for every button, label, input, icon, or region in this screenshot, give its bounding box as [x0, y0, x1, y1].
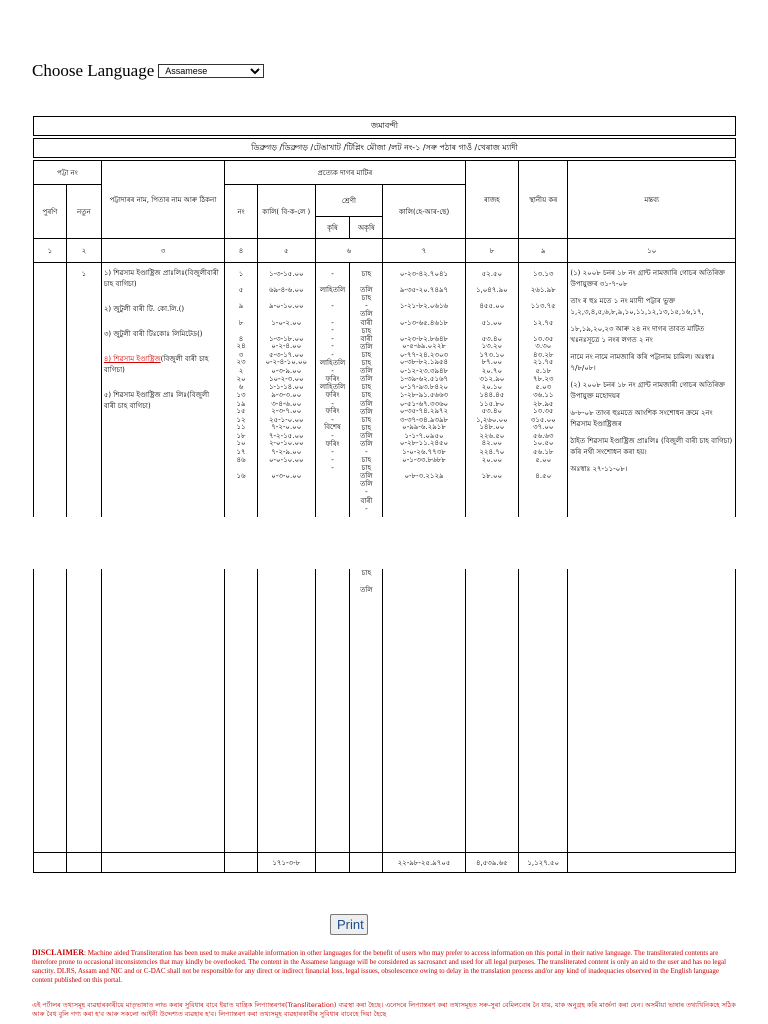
area-bkl-value: ২-৩-৭.০০: [271, 406, 302, 415]
local-tax-value: ৭৮.২৩: [533, 374, 554, 383]
disclaimer-text: : Machine aided Transliteration has been used to make available information in other languages for the benefit of users who may prefer to access information on this portal in their native language. The transliterated contents are therefore prone to occasional inconsistencies that may kindly be overlooked. The content in the Assamese language will be considered as sacrosanct and used for all legal purposes. The transliterated content is only an aid to the user and has no legal sanctity. DLRS, Assam and NIC and or C-DAC shall not be responsible for any direct or indirect financial loss, legal issues, obsolescence owing to delay in the translation process and/or any kind of inadequacies observed in the English language content published on this portal.: [32, 949, 727, 984]
agri-lower: [318, 322, 348, 464]
area-hare-value: ১-২৮-৯১.৫৬৬৩: [399, 390, 449, 399]
local-tax-value: ৩৬.১১: [533, 390, 554, 399]
agri-class: ফৰিং: [325, 390, 340, 399]
header-remarks: মন্তব্য: [568, 161, 736, 239]
area-hare-value: ০-১৭-৯৩.৮৪২০: [399, 383, 449, 392]
header-old: পুৰণি: [34, 185, 67, 239]
dag-number: ২৩: [236, 358, 246, 367]
area-bkl-value: ২৫-১-০.০০: [268, 415, 304, 424]
area-hare-value: ০-৫১-৬৭.৩৩৬০: [399, 399, 449, 408]
non-agri-class: বাৰী: [360, 334, 373, 343]
header-area-hare: কালি(হে-আৰ-ছে): [383, 185, 465, 239]
non-agri-class: চাহ: [361, 456, 372, 465]
non-agri-class: চাহ: [361, 391, 372, 400]
area-hare-value: ০-১-৩৩.৮৬৮৮: [402, 455, 446, 464]
local-tax-value: ৩১৫.০০: [530, 415, 556, 424]
totals-empty: [350, 853, 383, 873]
revenue-value: ৫৩.৪০: [481, 406, 503, 415]
owner-text: ৩) জুটুলী বাৰী টিঃকোঃ লিমিটেড(): [103, 330, 203, 338]
local-tax-value: ১১৩.৭৫: [530, 302, 556, 311]
dag-number: ৬: [238, 383, 244, 392]
area-bkl-value: ২-০-১০.০০: [268, 439, 304, 448]
revenue-value: ৪২.০০: [481, 439, 503, 448]
agri-class: -: [331, 302, 334, 311]
col-number: ৫: [258, 239, 316, 263]
revenue-value: ৫২.৫০: [481, 270, 503, 278]
totals-empty: [101, 853, 224, 873]
revenue-value: ২০.০০: [481, 455, 503, 464]
dag-number: ১৫: [236, 406, 246, 415]
non-agri-class: তলি: [360, 367, 373, 376]
dag-number: ১৬: [236, 471, 246, 480]
non-agri-class: তলি: [360, 480, 373, 489]
owner-entry: [104, 329, 222, 340]
local-tax-value: ১৩.১৩: [533, 270, 554, 278]
non-agri-class: চাহ: [361, 464, 372, 473]
agri-class: -: [331, 367, 334, 376]
non-agri-upper: [352, 264, 380, 505]
non-agri-class: চাহ: [361, 270, 372, 278]
non-agri-class: চাহ: [361, 569, 372, 578]
disclaimer-assamese: এই পৰ্টালৰ তথ্যসমূহ ব্যৱহাৰকাৰীয়ে মাতৃভাষাত লাভ কৰাৰ সুবিধাৰ বাবে ইয়াত যান্ত্ৰিক লিপ্যান্তৰণৰ(Transliteration) ব্যৱস্থা কৰা হৈছে। এনেদৰে লিপ্যান্তৰণ কৰা তথ্যসমূহত সৰু-সুৰা বেমিলবোৰ নৈ যায়, যাক অনুগ্ৰহ কৰি মাৰ্জনা কৰা যেন। অসমীয়া ভাষাৰ তথ্যখিনিকহে সঠিক আৰু বৈধ বুলি গণ্য কৰা হ'ব আৰু সকলো আইনী উদ্দেশ্যত ব্যৱহাৰ হ'ব। লিপ্যান্তৰণ কৰা তথ্যসমূহ ব্যৱহাৰকাৰীৰ সুবিধাৰ বাবেহে দিয়া হৈছে: [32, 1001, 736, 1018]
dag-number: ৫: [238, 286, 244, 295]
area-bkl-value: ১-৩-১৮.০০: [268, 334, 304, 343]
non-agri-class: তলি: [360, 472, 373, 481]
non-agri-class: তলি: [360, 286, 373, 295]
disclaimer-label: DISCLAIMER: [32, 948, 85, 957]
dag-number: ১২: [236, 415, 246, 424]
owner-text: ২) জুটুলী বাৰী টি. কো.লি.(): [103, 305, 185, 313]
local-tax-value: ৫৬.৬৩: [533, 431, 554, 440]
area-bkl-value: ০-০-১০.০০: [268, 455, 304, 464]
non-agri-class: বাৰী: [360, 496, 373, 505]
agri-class: -: [331, 342, 334, 351]
totals-empty: [66, 853, 101, 873]
non-agri-class: তলি: [360, 375, 373, 384]
owner-entry: [104, 354, 222, 376]
dag-number: ২: [238, 367, 244, 376]
agri-class: ফৰিং: [325, 374, 340, 383]
page-break-gap: [0, 517, 768, 569]
area-hare-value: ৯-৩৫-২০.৭৪৯৭: [399, 286, 449, 295]
area-hare-value: ০-৭৭-২৪.২৩০৩: [399, 350, 449, 359]
dag-number: ২৪: [236, 342, 246, 351]
remark-line: ৬-৮-০৮ তাংৰ হুঃমতে আংশিক সংশোধন ক্ৰমে ২নং শিৱসাম ইণ্ডাষ্ট্ৰিজৰ: [570, 409, 713, 428]
area-bkl-value: ৬৯-৪-৬.০০: [268, 286, 304, 295]
local-tax-value: ২১.৭৫: [533, 358, 554, 367]
local-tax-value: ৫৬.১৮: [533, 448, 554, 457]
revenue-value: ২০.৭০: [481, 367, 503, 376]
header-owner: পট্টাদাৰৰ নাম, পিতাৰ নাম আৰু ঠিকনা: [101, 161, 224, 239]
remark-line: ঠাইত শিৱসাম ইণ্ডাষ্ট্ৰিজ প্ৰাঃলিঃ (বিজুলী বাৰী চাহ বাগিচা) কৰি নথী সংশোধন কৰা হয়।: [570, 437, 733, 456]
col-number: ৮: [465, 239, 518, 263]
agri-class: -: [331, 334, 334, 343]
col-number: ৬: [315, 239, 383, 263]
local-tax-value: ১৩.৩৫: [533, 334, 554, 343]
area-bkl-value: ৯-০-১০.০০: [268, 302, 304, 311]
area-bkl-value: ০-২-৪.০০: [271, 342, 302, 351]
revenue-value: ২২৪.৭০: [479, 448, 505, 457]
dag-number: ২০: [236, 374, 246, 383]
owner-name-link[interactable]: ৪) শিৱসাম ইণ্ডাষ্ট্ৰিজ: [103, 355, 161, 363]
print-button[interactable]: Print: [330, 914, 368, 935]
area-bkl-value: ১০-২-৩.০০: [268, 374, 304, 383]
agri-class: -: [331, 464, 334, 473]
header-new: নতুন: [66, 185, 101, 239]
header-each-dag: প্ৰত্যেক দাগৰ মাটিৰ: [225, 161, 466, 185]
totals-row: [34, 853, 736, 873]
header-patta-no: পট্টা নং: [34, 161, 102, 185]
area-hare-value: ১-৩৯-৬২.৫১৬৭: [399, 374, 449, 383]
non-agri-class: চাহ: [361, 423, 372, 432]
area-hare-value: ০-১৩-৬৫.৪৬১৮: [399, 318, 449, 327]
local-tax-value: ২৮.৯৫: [533, 399, 554, 408]
revenue-value: ৩১২.৯০: [479, 374, 505, 383]
dag-number: ৪৬: [236, 455, 246, 464]
area-hare-value: ০-৯৯-৬.২৯১৮: [402, 423, 446, 432]
local-tax-value: ৫.১৮: [535, 367, 552, 376]
dag-number: ১০: [236, 439, 246, 448]
local-tax-value: ৫.০০: [535, 455, 552, 464]
col-number: ৩: [101, 239, 224, 263]
non-agri-class: -: [365, 504, 368, 513]
non-agri-class: -: [365, 302, 368, 311]
agri-class: -: [331, 415, 334, 424]
local-tax-value: ৩৭.০০: [533, 423, 554, 432]
remarks-list: [570, 264, 733, 475]
disclaimer-english: [32, 948, 736, 985]
area-hare-value: ০-১২-২৩.৩৯৪৮: [399, 367, 449, 376]
agri-class: লাহিতলি: [319, 286, 346, 295]
non-agri-class: তলি: [360, 431, 373, 440]
total-area-bkl: ১৭১-৩-৮: [258, 853, 316, 873]
language-selector-bar: [32, 60, 264, 82]
totals-empty: [34, 853, 67, 873]
col-number: ১: [34, 239, 67, 263]
area-hare-value: ০-৩৫-৭৪.২৯৭২: [399, 406, 449, 415]
non-agri-class: তলি: [360, 399, 373, 408]
local-tax-value: ৫.০৩: [535, 383, 552, 392]
remark-line: (২) ২০০৮ চনৰ ১৮ নং গ্ৰান্ট নামজাৰী গোচৰ অতিৰিক্ত উপায়ুক্ত মহোদয়ৰ: [570, 381, 725, 400]
area-bkl-value: ১-৩-১৫.০০: [268, 270, 304, 278]
totals-empty: [568, 853, 736, 873]
agri-class: ফৰিং: [325, 407, 340, 416]
choose-language-label: Choose Language: [32, 61, 155, 80]
col-number: ৯: [519, 239, 568, 263]
totals-empty: [225, 853, 258, 873]
area-bkl-value: ৩-৪-৬.০০: [271, 399, 302, 408]
area-hare-value: ১-১-৭.০৯৫০: [404, 431, 444, 440]
non-agri-class: তলি: [360, 310, 373, 319]
dag-number: ৪: [238, 334, 244, 343]
non-agri-class: -: [365, 448, 368, 457]
remark-line: তাং ৰ হুঃ মতে ১ নং ম্যাদী পট্টাৰ ভুক্ত ১,২,৩,৪,৫,৬,৮,৯,১০,১১,১২,১৩,১৫,১৬,১৭,: [570, 297, 704, 316]
non-agri-class: চাহ: [361, 358, 372, 367]
area-bkl-value: ৯-৩-৩.০০: [271, 390, 302, 399]
col-number: ২: [66, 239, 101, 263]
non-agri-class: চাহ: [361, 383, 372, 392]
header-agri: কৃষি: [315, 217, 350, 239]
non-agri-class: চাহ: [361, 350, 372, 359]
non-agri-class: তলি: [360, 407, 373, 416]
non-agri-class: চাহ: [361, 326, 372, 335]
non-agri-class: চাহ: [361, 294, 372, 303]
col-number: ১০: [568, 239, 736, 263]
local-tax-value: ৪৩.২৮: [533, 350, 554, 359]
area-hare-value: ১-২১-৮২.০৬১৬: [399, 302, 449, 311]
total-revenue: ৪,৫৩৯.৬৫: [465, 853, 518, 873]
area-bkl-value: ০-৩-৯.০০: [271, 367, 302, 376]
dag-number: ৮: [238, 318, 244, 327]
col-number: ৪: [225, 239, 258, 263]
local-tax-value: ৩.৩০: [535, 342, 552, 351]
area-bkl-value: ৫-৩-১৭.০০: [268, 350, 304, 359]
dag-number: ১৭: [236, 448, 246, 457]
dag-number: ১১: [236, 423, 246, 432]
header-revenue: ৰাজহ: [465, 161, 518, 239]
local-tax-value: ১০.৫০: [533, 439, 554, 448]
revenue-value: ১৪৮.০০: [479, 423, 505, 432]
owner-entry: [104, 304, 222, 315]
revenue-value: ৫৩.৪০: [481, 334, 503, 343]
dag-number: ১: [238, 270, 244, 278]
local-tax-value: ১২.৭৫: [533, 318, 554, 327]
agri-class: ফৰিং: [325, 439, 340, 448]
revenue-value: ৮৭.০০: [481, 358, 503, 367]
total-local-tax: ১,১২৭.৫০: [519, 853, 568, 873]
revenue-value: ১,২৬০.০০: [475, 415, 508, 424]
document-title: জমাবন্দী: [33, 116, 736, 136]
remark-line: ১৮,১৯,২০,২৩ আৰু ২৪ নং দাগৰ তাবত মাটিত খঃনঃসূত্ৰে ১ নংৰ লগত ২ নং: [570, 325, 705, 344]
revenue-value: ২০.১০: [481, 383, 503, 392]
total-area-hare: ২২-৯৮-২৫.৯৭০৫: [383, 853, 465, 873]
owner-entry: [104, 268, 222, 290]
col-number: ৭: [383, 239, 465, 263]
revenue-value: ১১৫.৮০: [479, 399, 505, 408]
totals-empty: [315, 853, 350, 873]
area-bkl-value: ৭-২-১৫.০০: [268, 431, 304, 440]
agri-class: -: [331, 399, 334, 408]
agri-class: -: [331, 318, 334, 327]
revenue-value: ১,০৪৭.৯০: [475, 286, 508, 295]
non-agri-class: চাহ: [361, 415, 372, 424]
location-breadcrumb: ডিব্ৰুগড় /ডিব্ৰুগড় /টেঙাখাট /টিপ্লিং মৌজা /লট নং-১ /সৰু পঠাৰ গাওঁ /খেৰাজ ম্যাদী: [33, 138, 736, 158]
revenue-value: ১৭৩.১০: [479, 350, 505, 359]
new-patta-number: ১: [81, 270, 87, 278]
agri-class: বিশেষ: [324, 423, 341, 432]
area-hare-value: ০-৮-৩.২১২৯: [404, 471, 444, 480]
agri-class: -: [331, 448, 334, 457]
non-agri-class: বাৰী: [360, 318, 373, 327]
remark-line: (১) ২০০৮ চনৰ ১৮ নং গ্ৰান্ট নামজাৰি গোচৰ অতিৰিক্ত উপায়ুক্তৰ ৩১-৭-০৮: [570, 269, 725, 288]
header-area-bkl: কালি( বি-ক-লে ): [258, 185, 316, 239]
agri-class: লাহিতলি: [319, 358, 346, 367]
local-tax-value: ৪.৫০: [535, 471, 552, 480]
dag-number: ৩: [238, 350, 244, 359]
area-hare-value: ০-৫-৬৯.০২২৮: [402, 342, 446, 351]
revenue-value: ৪৫৫.০০: [479, 302, 505, 311]
language-select[interactable]: [158, 64, 264, 78]
agri-class: -: [331, 326, 334, 335]
owner-text: ৫) শিৱসাম ইণ্ডাষ্ট্ৰিজ প্ৰাঃ লিঃ(বিজুলী বাৰী চাহ বাগিচা): [103, 391, 210, 410]
revenue-value: ১৩.২০: [481, 342, 503, 351]
area-hare-value: ০-২৩-৮২.৮৬৪৮: [399, 334, 449, 343]
remark-line: অঃস্বাঃ ২৭-১১-০৮।: [570, 465, 628, 473]
agri-class: -: [331, 270, 334, 278]
owner-text: (বিজুলী বাৰী চাহ বাগিচা): [103, 355, 209, 374]
area-hare-value: ০-৩৮-৮২.১৯৫৪: [399, 358, 449, 367]
non-agri-class: তলি: [360, 439, 373, 448]
header-dag-no: নং: [225, 185, 258, 239]
non-agri-class: তলি: [360, 585, 373, 594]
agri-class: -: [331, 350, 334, 359]
area-bkl-value: ১-১-১৪.০০: [268, 383, 304, 392]
local-tax-value: ২৬১.৯৮: [530, 286, 556, 295]
remark-line: নামে নং নামে নামজাৰি কৰি পট্টানাম চামিল। অঃস্বাঃ ৭/৮/০৮।: [570, 353, 715, 372]
header-class: শ্ৰেণী: [315, 185, 383, 217]
header-non-agri: অকৃষি: [350, 217, 383, 239]
area-bkl-value: ০-৩-০.০০: [271, 471, 302, 480]
area-hare-value: ০-২৮-১১.২৪৫০: [399, 439, 449, 448]
area-bkl-value: ৭-২-০.০০: [271, 423, 302, 432]
revenue-value: ৫১.০০: [481, 318, 503, 327]
area-hare-value: ৩-৩৭-৩৪.৯৩৯৮: [399, 415, 449, 424]
dag-number: ৯: [238, 302, 244, 311]
agri-class: -: [331, 455, 334, 464]
area-hare-value: ১-০-২৬.৭৭৩৮: [402, 448, 446, 457]
revenue-value: ২২৬.৫০: [479, 431, 505, 440]
dag-number: ১৯: [236, 399, 246, 408]
area-bkl-value: ০-২-৪-১০.০০: [265, 358, 308, 367]
header-local-tax: স্থানীয় কৰ: [519, 161, 568, 239]
local-tax-value: ১৩.৩৫: [533, 406, 554, 415]
area-bkl-value: ১-০-২.০০: [271, 318, 302, 327]
dag-number: ১৩: [236, 390, 246, 399]
non-agri-class: -: [365, 488, 368, 497]
owner-list: [104, 264, 222, 412]
owner-entry: [104, 390, 222, 412]
agri-class: লাহিতলি: [319, 383, 346, 392]
revenue-value: ১৪৪.৪৫: [479, 390, 505, 399]
dag-number: ১৮: [236, 431, 246, 440]
non-agri-class: তলি: [360, 342, 373, 351]
revenue-value: ১৮.০০: [481, 471, 503, 480]
owner-text: ১) শিৱসাম ইণ্ডাষ্ট্ৰিজ প্ৰাঃলিঃ(বিজুলীবাৰী চাহ বাগিচা): [103, 269, 219, 288]
agri-class: -: [331, 431, 334, 440]
area-bkl-value: ৭-২-৯.০০: [271, 448, 302, 457]
area-hare-value: ০-২৩-৪২.৭০৪১: [399, 270, 449, 278]
